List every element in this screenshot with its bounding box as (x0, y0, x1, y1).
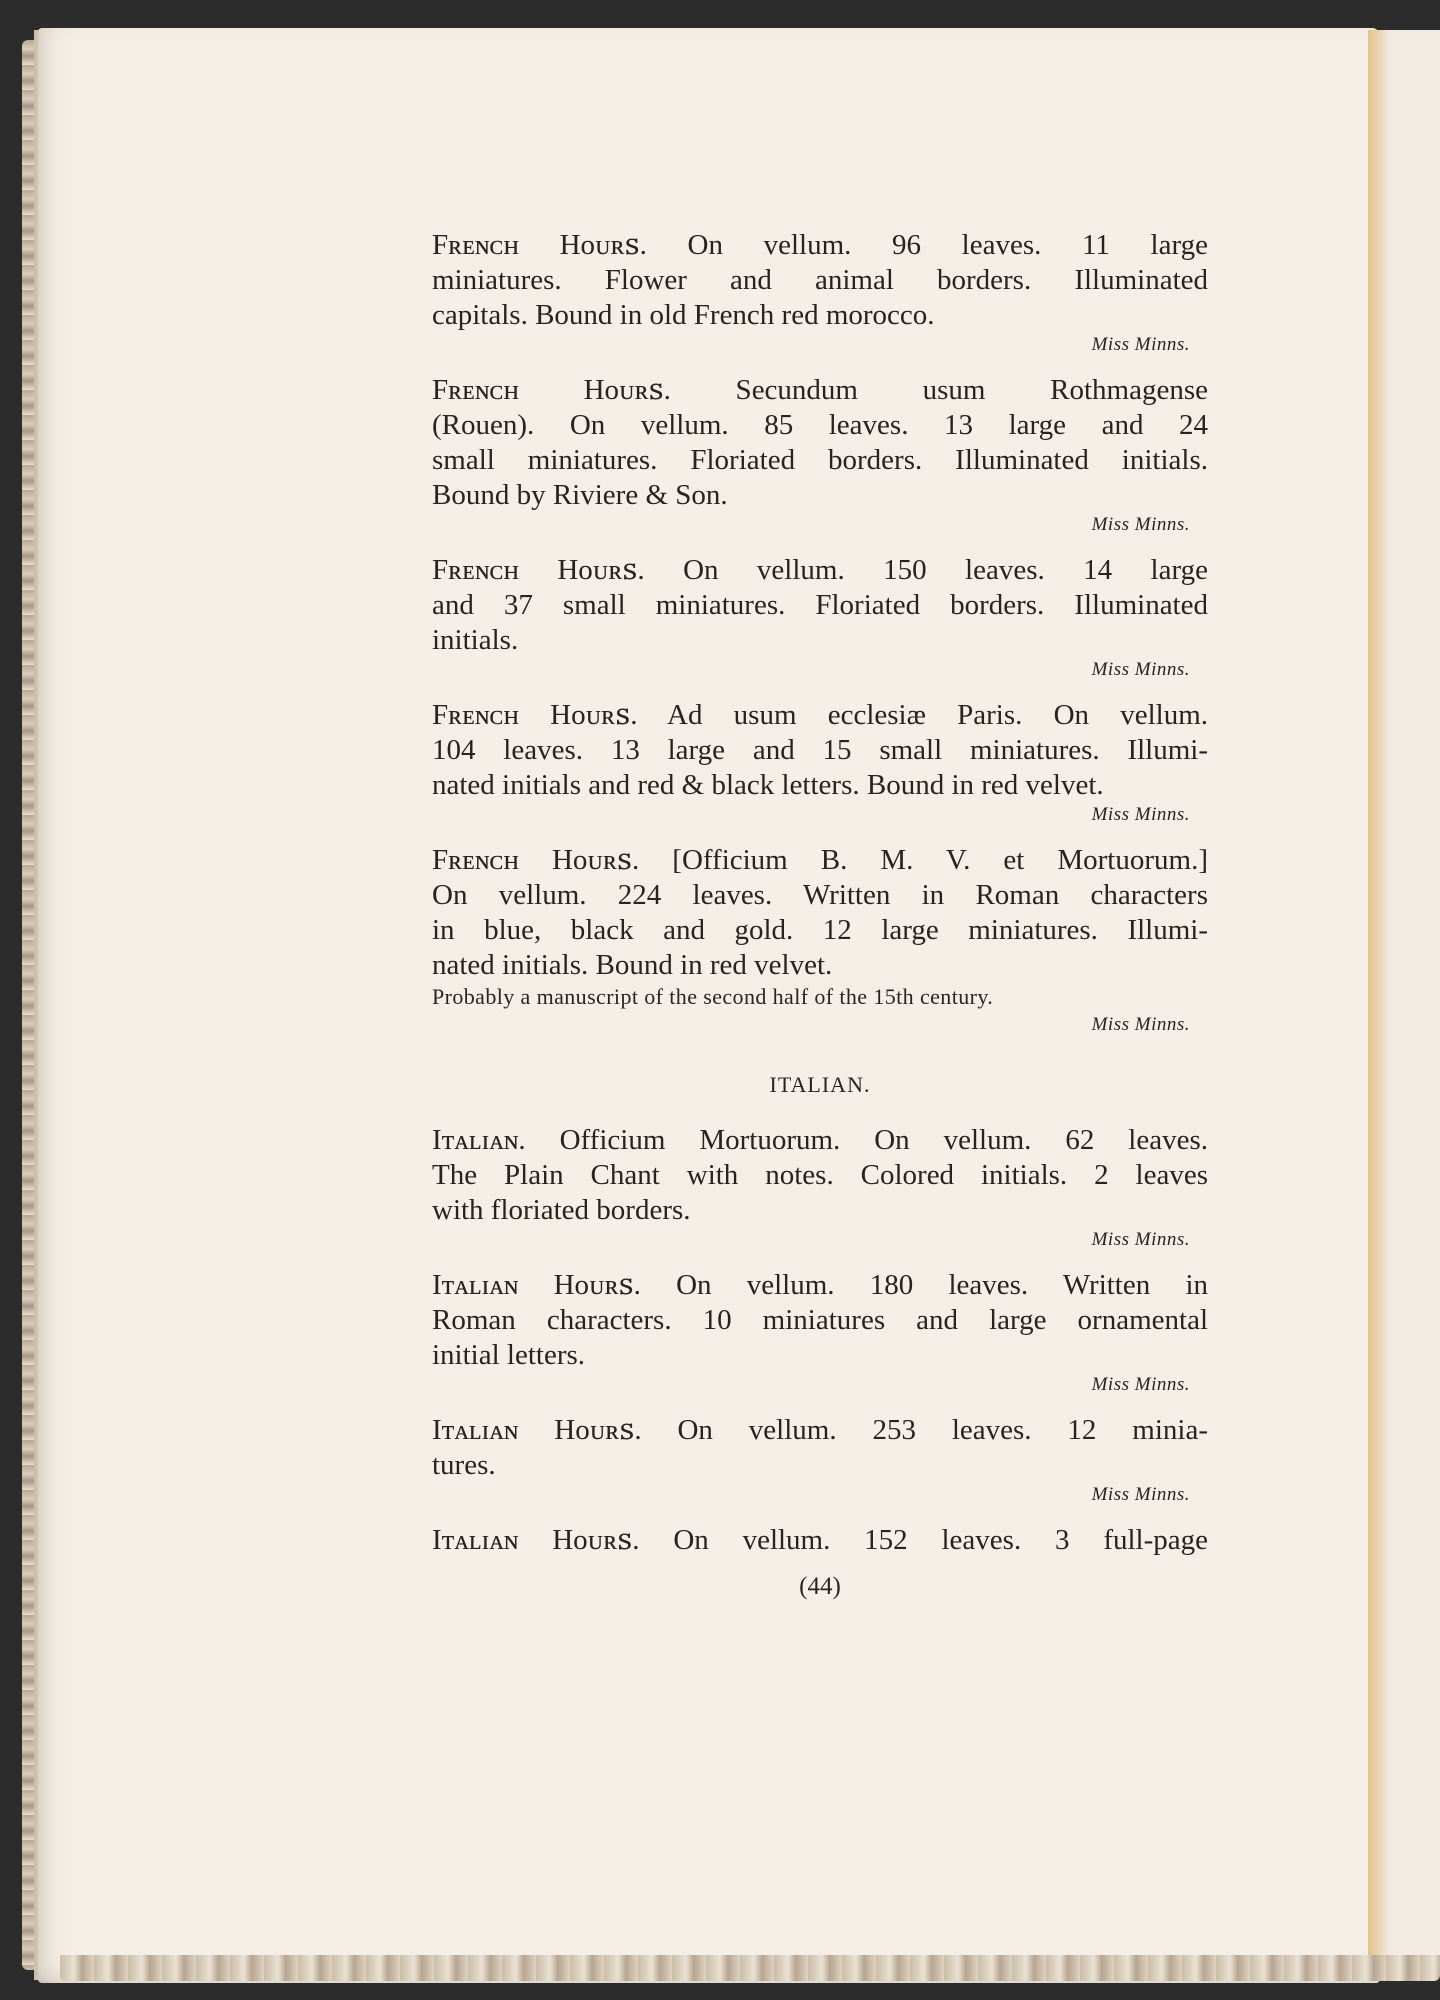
entry-line: The Plain Chant with notes. Colored initials. 2 leaves (432, 1159, 1208, 1191)
page-number: (44) (799, 1573, 841, 1600)
catalog-entry (432, 843, 1208, 1043)
entry-line: miniatures. Flower and animal borders. Illuminated (432, 264, 1208, 296)
facing-page (1388, 30, 1440, 1970)
entry-line: Iᴛᴀʟɪᴀɴ Hᴏᴜʀꜱ. On vellum. 180 leaves. Written in (432, 1269, 1208, 1301)
entry-line: Iᴛᴀʟɪᴀɴ. Officium Mortuorum. On vellum. 62 leaves. (432, 1124, 1208, 1156)
entry-line: Bound by Riviere & Son. (432, 479, 728, 511)
donor-name: Miss Minns. (1091, 804, 1190, 825)
catalog-entry (432, 698, 1208, 833)
entry-line: capitals. Bound in old French red morocco. (432, 299, 935, 331)
entry-line: Fʀᴇɴᴄʜ Hᴏᴜʀꜱ. Ad usum ecclesiæ Paris. On vellum. (432, 699, 1208, 731)
donor-name: Miss Minns. (1091, 1484, 1190, 1505)
entry-line: initial letters. (432, 1339, 586, 1371)
entry-line: nated initials and red & black letters. Bound in red velvet. (432, 769, 1104, 801)
entry-line: tures. (432, 1449, 496, 1481)
catalog-entry (432, 553, 1208, 688)
donor-name: Miss Minns. (1091, 1229, 1190, 1250)
facing-page-edge (1368, 30, 1388, 1970)
catalog-text (432, 228, 1208, 1558)
entry-line: initials. (432, 624, 519, 656)
entry-line: Iᴛᴀʟɪᴀɴ Hᴏᴜʀꜱ. On vellum. 152 leaves. 3 full-page (432, 1524, 1208, 1556)
entry-line: small miniatures. Floriated borders. Illuminated initials. (432, 444, 1208, 476)
catalog-entry (432, 1123, 1208, 1258)
entry-line: On vellum. 224 leaves. Written in Roman characters (432, 879, 1208, 911)
catalog-entry (432, 228, 1208, 363)
entry-note: Probably a manuscript of the second half of the 15th century. (432, 984, 994, 1009)
section-heading: ITALIAN. (769, 1072, 871, 1097)
donor-name: Miss Minns. (1091, 514, 1190, 535)
catalog-entry (432, 1268, 1208, 1403)
donor-name: Miss Minns. (1091, 659, 1190, 680)
entry-line: Iᴛᴀʟɪᴀɴ Hᴏᴜʀꜱ. On vellum. 253 leaves. 12 minia- (432, 1414, 1208, 1446)
entry-line: Fʀᴇɴᴄʜ Hᴏᴜʀꜱ. On vellum. 96 leaves. 11 large (432, 229, 1208, 261)
page-bottom-edge (60, 1955, 1440, 1981)
donor-name: Miss Minns. (1091, 334, 1190, 355)
catalog-entry (432, 1523, 1208, 1558)
entry-line: 104 leaves. 13 large and 15 small miniatures. Illumi- (432, 734, 1208, 766)
entry-line: Fʀᴇɴᴄʜ Hᴏᴜʀꜱ. [Officium B. M. V. et Mortuorum.] (432, 844, 1208, 876)
entry-line: Roman characters. 10 miniatures and large ornamental (432, 1304, 1208, 1336)
catalog-entry (432, 373, 1208, 543)
donor-name: Miss Minns. (1091, 1374, 1190, 1395)
entry-line: Fʀᴇɴᴄʜ Hᴏᴜʀꜱ. On vellum. 150 leaves. 14 large (432, 554, 1208, 586)
entry-line: (Rouen). On vellum. 85 leaves. 13 large and 24 (432, 409, 1208, 441)
entry-line: in blue, black and gold. 12 large miniatures. Illumi- (432, 914, 1208, 946)
entry-line: and 37 small miniatures. Floriated borders. Illuminated (432, 589, 1208, 621)
catalog-entry (432, 1413, 1208, 1513)
entry-line: with floriated borders. (432, 1194, 691, 1226)
donor-name: Miss Minns. (1091, 1014, 1190, 1035)
entry-line: nated initials. Bound in red velvet. (432, 949, 833, 981)
entry-line: Fʀᴇɴᴄʜ Hᴏᴜʀꜱ. Secundum usum Rothmagense (432, 374, 1208, 406)
